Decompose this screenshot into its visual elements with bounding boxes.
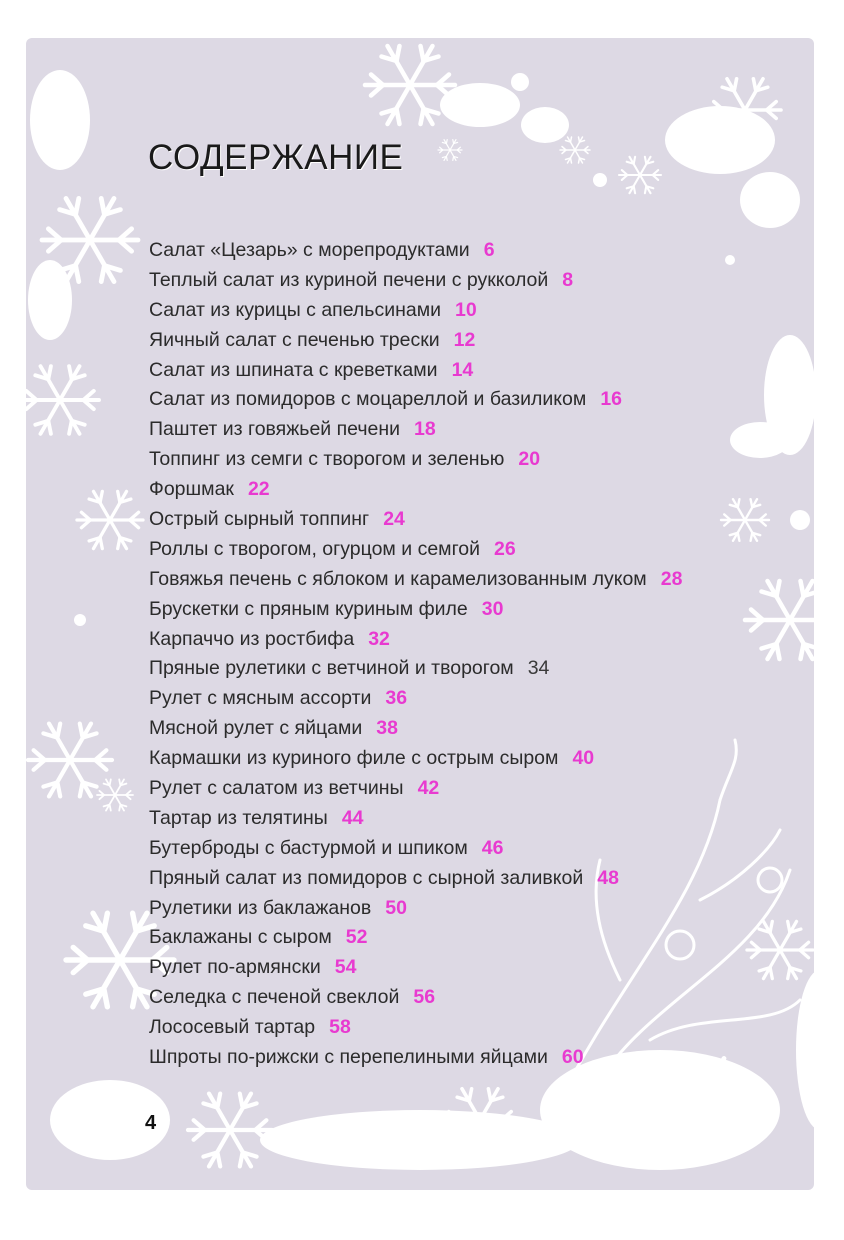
toc-entry-title: Форшмак (149, 478, 234, 501)
toc-entry[interactable] (149, 744, 682, 774)
toc-entry-page: 34 (527, 657, 550, 680)
toc-entry-title: Салат из курицы с апельсинами (149, 298, 442, 321)
toc-entry-title: Паштет из говяжьей печени (149, 418, 401, 441)
toc-entry-page: 40 (572, 747, 595, 770)
toc-entry-title: Рулет с мясным ассорти (149, 687, 372, 710)
toc-entry[interactable] (149, 625, 682, 655)
toc-entry-page: 60 (561, 1046, 584, 1069)
toc-entry[interactable] (149, 415, 682, 445)
toc-entry[interactable] (149, 894, 682, 924)
toc-entry-page: 56 (413, 986, 436, 1009)
toc-entry-title: Баклажаны с сыром (149, 926, 332, 949)
toc-entry[interactable] (149, 1043, 682, 1073)
toc-entry-title: Рулет по-армянски (149, 956, 321, 979)
toc-entry[interactable] (149, 535, 682, 565)
toc-entry[interactable] (149, 445, 682, 475)
toc-entry[interactable] (149, 505, 682, 535)
toc-entry-title: Рулет с салатом из ветчины (149, 777, 404, 800)
toc-entry[interactable] (149, 804, 682, 834)
toc-entry-title: Бутерброды с бастурмой и шпиком (149, 836, 468, 859)
toc-entry-page: 36 (385, 687, 408, 710)
toc-entry-title: Салат «Цезарь» с морепродуктами (149, 239, 470, 261)
toc-entry-title: Мясной рулет с яйцами (149, 717, 363, 740)
toc-entry-title: Пряный салат из помидоров с сырной заливкой (149, 866, 584, 889)
toc-entry-title: Пряные рулетики с ветчиной и творогом (149, 657, 514, 680)
toc-entry-title: Теплый салат из куриной печени с рукколой (149, 268, 549, 291)
toc-entry-page: 42 (417, 777, 440, 800)
toc-entry-title: Тартар из телятины (149, 806, 328, 829)
toc-entry-title: Роллы с творогом, огурцом и семгой (149, 537, 480, 560)
toc-entry-page: 44 (341, 806, 364, 829)
toc-entry-page: 24 (383, 508, 405, 531)
toc-entry-page: 26 (494, 537, 516, 560)
toc-entry-title: Селедка с печеной свеклой (149, 986, 400, 1009)
toc-entry-page: 50 (385, 896, 407, 919)
toc-entry-page: 38 (376, 717, 398, 740)
toc-entry-title: Топпинг из семги с творогом и зеленью (149, 448, 505, 471)
toc-entry[interactable] (149, 923, 682, 953)
toc-entry-title: Рулетики из баклажанов (149, 896, 372, 919)
toc-entry[interactable] (149, 326, 682, 356)
toc-entry[interactable] (149, 385, 682, 415)
toc-entry-page: 8 (562, 268, 574, 291)
toc-entry-page: 10 (455, 298, 477, 321)
toc-entry-page: 16 (600, 388, 623, 411)
toc-entry-title: Карпаччо из ростбифа (149, 627, 355, 650)
toc-entry-page: 52 (345, 926, 368, 949)
toc-entry-page: 32 (368, 627, 390, 650)
toc-entry[interactable] (149, 834, 682, 864)
toc-entry-title: Салат из шпината с креветками (149, 358, 438, 381)
toc-entry[interactable] (149, 236, 682, 266)
toc-entry-title: Кармашки из куриного филе с острым сыром (149, 747, 559, 770)
toc-entry-page: 18 (414, 418, 436, 441)
toc-entry[interactable] (149, 714, 682, 744)
toc-entry-page: 22 (247, 478, 270, 501)
page-number: 4 (145, 1112, 157, 1134)
toc-entry-page: 28 (660, 567, 683, 590)
toc-entry[interactable] (149, 565, 682, 595)
toc-entry[interactable] (149, 1013, 682, 1043)
toc-entry-page: 48 (597, 866, 619, 889)
toc-entry-title: Шпроты по-рижски с перепелиными яйцами (149, 1046, 548, 1069)
toc-entry[interactable] (149, 774, 682, 804)
toc-entry[interactable] (149, 266, 682, 296)
toc-entry[interactable] (149, 296, 682, 326)
toc-entry-page: 12 (453, 328, 476, 351)
table-of-contents (149, 236, 682, 1073)
toc-entry-page: 54 (334, 956, 357, 979)
toc-entry-title: Брускетки с пряным куриным филе (149, 597, 468, 620)
toc-entry-title: Острый сырный топпинг (149, 508, 370, 531)
toc-entry-page: 20 (518, 448, 541, 471)
toc-entry-page: 14 (451, 358, 474, 381)
toc-entry-page: 30 (481, 597, 504, 620)
toc-entry-title: Салат из помидоров с моцареллой и базиликом (149, 388, 587, 411)
toc-entry-page: 58 (329, 1016, 351, 1039)
toc-entry-title: Яичный салат с печенью трески (149, 328, 440, 351)
toc-entry[interactable] (149, 684, 682, 714)
toc-entry-title: Говяжья печень с яблоком и карамелизованным луком (149, 567, 647, 590)
toc-entry[interactable] (149, 595, 682, 625)
page-title: СОДЕРЖАНИЕ (148, 138, 404, 177)
toc-entry-title: Лососевый тартар (149, 1016, 316, 1039)
toc-entry-page: 6 (483, 239, 495, 261)
toc-entry[interactable] (149, 983, 682, 1013)
toc-entry-page: 46 (481, 836, 504, 859)
toc-entry[interactable] (149, 654, 682, 684)
toc-entry[interactable] (149, 356, 682, 386)
toc-entry[interactable] (149, 475, 682, 505)
toc-entry[interactable] (149, 953, 682, 983)
toc-entry[interactable] (149, 864, 682, 894)
